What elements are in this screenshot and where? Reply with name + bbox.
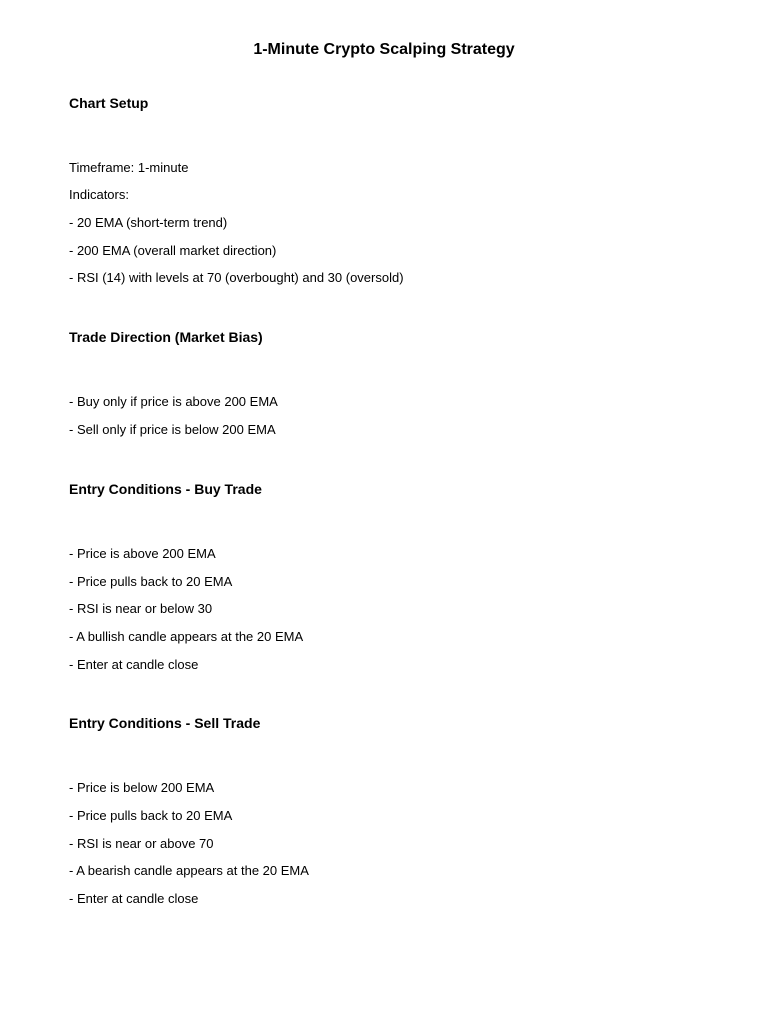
section-heading-trade-direction: Trade Direction (Market Bias) — [69, 329, 263, 345]
trade-direction-line: - Sell only if price is below 200 EMA — [69, 422, 276, 437]
entry-buy-line: - A bullish candle appears at the 20 EMA — [69, 629, 304, 644]
entry-buy-line: - Enter at candle close — [69, 657, 199, 672]
entry-sell-line: - Price is below 200 EMA — [69, 780, 215, 795]
entry-sell-line: - Enter at candle close — [69, 891, 199, 906]
chart-setup-line: Timeframe: 1-minute — [69, 160, 189, 175]
section-heading-entry-buy: Entry Conditions - Buy Trade — [69, 481, 262, 497]
entry-sell-line: - RSI is near or above 70 — [69, 836, 214, 851]
entry-buy-line: - Price pulls back to 20 EMA — [69, 574, 233, 589]
section-heading-chart-setup: Chart Setup — [69, 95, 149, 111]
chart-setup-line: - RSI (14) with levels at 70 (overbought) and 30 (oversold) — [69, 270, 404, 285]
chart-setup-line: Indicators: — [69, 187, 129, 202]
entry-sell-line: - Price pulls back to 20 EMA — [69, 808, 233, 823]
chart-setup-line: - 20 EMA (short-term trend) — [69, 215, 228, 230]
trade-direction-line: - Buy only if price is above 200 EMA — [69, 394, 278, 409]
section-heading-entry-sell: Entry Conditions - Sell Trade — [69, 715, 261, 731]
document-title: 1-Minute Crypto Scalping Strategy — [253, 41, 515, 58]
entry-buy-line: - Price is above 200 EMA — [69, 546, 216, 561]
chart-setup-line: - 200 EMA (overall market direction) — [69, 243, 277, 258]
entry-sell-line: - A bearish candle appears at the 20 EMA — [69, 863, 309, 878]
entry-buy-line: - RSI is near or below 30 — [69, 601, 213, 616]
